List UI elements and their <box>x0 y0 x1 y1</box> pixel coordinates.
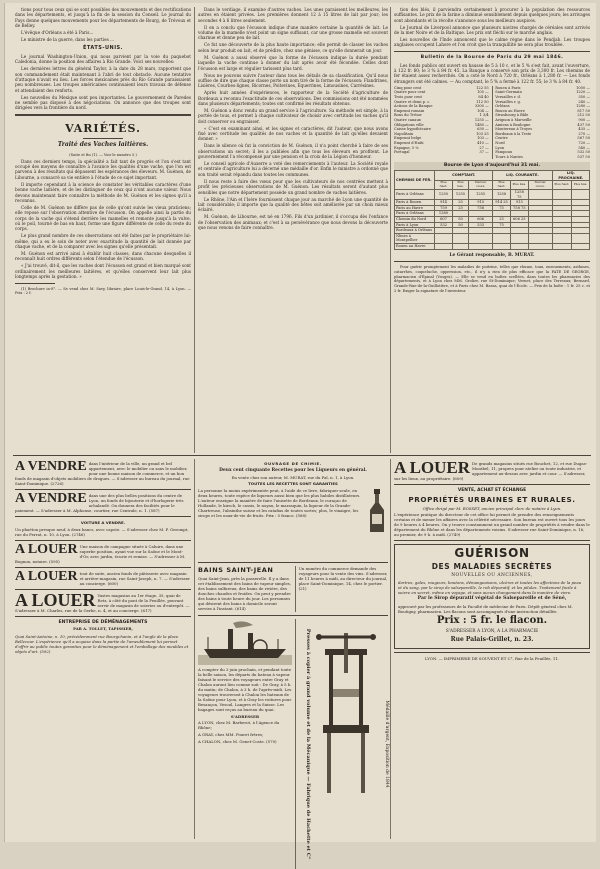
ad-address-title: S'ADRESSER <box>230 713 260 719</box>
quote-label: Cinq pour cent <box>394 85 422 90</box>
pharmacy-notice: Pour guérir promptement les maladies de poitrine, telles que rhume, toux, enrouements, asthmes, catarrhes, coqueluche, oppression, etc., il n'y a rien de plus efficace que la PATE DE GEORGE, pharmacien d'Épinal (Vosges). — Elle se vend en boîtes scellées, dans toutes les pharmacies des départements, et à Lyon chez MM. Grolier, rue St-Dominique; Vernet, place des Terreaux; Bernard, Grande-Rue-de-la-Guillotière, et à Paris chez M. Bassa, quai de l'École. — Prix de la boîte : 1 fr. 25 c. et 2 fr. Exiger la signature de l'inventeur. <box>394 265 590 293</box>
paragraph: Ce fut une découverte de la plus haute importance; elle permit de classer les vaches selon leur produit en lait, et de prédire, chez une génisse, ce qu'elle donnerait un jour. <box>198 42 388 53</box>
table-cell: 1255 <box>469 190 493 200</box>
ad-headline: VOITURE A VENDRE. <box>80 520 126 525</box>
quote-label: Nord <box>495 140 505 145</box>
paragraph: Le ministre de la guerre, dans les parties ... <box>21 37 115 43</box>
quote-label: Rouen à Paris <box>495 85 521 90</box>
ad-address: Rue Palais-Grillet, n. 23. <box>450 636 534 644</box>
divider <box>394 540 590 541</box>
quote-label: Amiens à Boulogne <box>495 122 531 127</box>
table-cell: 25 <box>493 216 511 222</box>
ad-vendre-bijouterie <box>15 493 191 513</box>
ad-text: La personne la moins expérimentée peut, à l'aide de ce livre, fabriquer seule, en deux heures, toute espèce de liqueurs aussi bien que les plus habiles distillateurs. L'auteur enseigne la manière de faire l'anisette de Bordeaux, le curaçao de Hollande, le kirsch, le cassis, le noyau, le marasquin, la liqueur de la Grande-Chartreuse, l'absinthe suisse et les ratafias de toutes sortes; plus, le vinaigre, les sirops et les eaux-de-vie de fruits. Prix : 5 francs. (588) <box>198 488 361 518</box>
paragraph: Dans le verdiage, il examine d'autres vaches. Les unes paraissent les meilleures, les autres en étaient privées. Les premières donnent 12 à 15 litres de lait par jour; les secondes 4 à 6 litres seulement. <box>198 7 388 23</box>
ad-guerison <box>394 544 590 648</box>
section-title-etats-unis: ÉTATS-UNIS. <box>82 45 124 52</box>
divider <box>394 51 590 52</box>
quote-label: Quatre et demi p. c. <box>394 99 431 104</box>
ads-column-3 <box>394 458 590 841</box>
ad-row-bateau-presse <box>198 619 388 869</box>
ad-vertical-text-wrap <box>299 619 311 869</box>
ad-address-title: S'ADRESSER A LYON, A LA PHARMACIE <box>445 629 539 635</box>
ad-headline: A LOUER <box>15 589 96 610</box>
paragraph: M. Guénon est arrivé ainsi à établir huit classes, dans chacune desquelles il reconnaît huit ordres différents selon l'étendue de l'écusson. <box>15 251 191 262</box>
divider <box>83 138 123 139</box>
quote-label: Napolitain <box>394 131 414 136</box>
table-row <box>395 243 590 249</box>
quote-value: 1050 — <box>576 85 590 90</box>
ad-text: Vastes magasins au 1er étage, 35, quai de Retz, à côté du pont de la Feuillée, pouvant servir de magasin de soieries ou d'entrepôt. — S'adresser à M. Charles, rue de la Gerbe, n. 4, et au concierge. (617) <box>15 592 190 613</box>
ad-address: A GRAY, chez MM. Pouret frères; <box>198 731 264 737</box>
quote-value: 122 55 <box>476 85 489 90</box>
ad-vertical-text: Médaille d'argent, Exposition de 1844 <box>383 700 389 788</box>
quote-value: 630 — <box>477 127 489 132</box>
table-subheader: Plus haut. <box>435 181 453 190</box>
ad-subheadline: Deux cent cinquante Recettes pour les Liqueurs en général. <box>219 467 367 473</box>
ad-text: dans l'intérieur de la ville, un grand et bel appartement, avec le mobilier ou sans le mobilier, pour une bonne maison de commerce, et un bon fonds de magasin d'objets mobiliers de drogues. — S'adresser au bureau du journal, rue Saint-Dominique. (2726) <box>15 461 190 486</box>
table-cell: 606 <box>469 216 493 222</box>
divider <box>15 616 191 617</box>
table-cell: 607 <box>435 216 453 222</box>
ad-price: Prix : 5 fr. le flacon. <box>436 615 548 627</box>
table-cell: 759 <box>435 205 453 211</box>
paragraph: Le journal Washington-Union, qui nous parvient par la voie du paquebot Caledonia, donne la position des affaires à Rio Grande. Voici ses nouvelles: <box>15 53 191 65</box>
table-subheader: Plus bas. <box>510 181 528 190</box>
ad-text: Un phaéton presque neuf, à deux bancs, avec capote. — S'adresser chez M. P. Gerompt, rue du Perrat, n. 10, à Lyon. (2746) <box>15 526 189 537</box>
quote-value: 105 — <box>477 90 489 95</box>
table-cell: 758 <box>469 205 493 211</box>
ad-demenagements <box>15 620 191 654</box>
paragraph: Après huit années d'expériences, le rapporteur de la Société d'agriculture de Bordeaux a reconnu l'exactitude de ces observations. Des commissions ont été nommées dans plusieurs départements; toutes ont confirmé les résultats obtenus. <box>198 90 388 106</box>
table-cell: 914 25 <box>493 200 511 206</box>
ad-text: tout de suite, ancien fonds de pâtisserie avec magasin et arrière-magasin, rue Saint-Joseph, n. 7. — S'adresser au concierge. (600) <box>79 570 190 586</box>
steamboat-icon <box>198 619 292 665</box>
table-subheader: Plus haut. <box>552 181 571 190</box>
quote-label: Caisse hypothécaire <box>394 127 431 132</box>
ad-author: En vente chez son auteur, M. MURAT, rue du Pal, n. 1, à Lyon. <box>231 474 355 480</box>
paragraph: Le Rhône, l'Ain et l'Isère fournissent chaque jour au marché de Lyon une quantité de lait considérable; il importe que la qualité des bêtes soit améliorée par un choix mieux éclairé. <box>198 196 388 213</box>
ad-subheadline: NOUVELLES OU ANCIENNES, <box>451 572 533 578</box>
quote-value: 350 — <box>578 94 590 99</box>
newspaper-page <box>4 3 596 860</box>
paragraph: Il en a conclu que l'écusson indique d'une manière certaine la quantité de lait. Le volume de la mamelle n'est point un signe suffisant, car une grosse mamelle est souvent charnue et donne peu de lait. <box>198 24 388 41</box>
table-cell <box>552 243 571 249</box>
table-cell: 1258 <box>493 190 511 200</box>
quote-label: Obligations ville <box>394 122 424 127</box>
divider <box>198 615 388 616</box>
ad-guarantee: TOUTES LES RECETTES SONT GARANTIES <box>248 481 338 487</box>
row-label: Nîmes à Montpellier <box>395 233 435 243</box>
paragraph: Nous ne pouvons suivre l'auteur dans tous les détails de sa classification. Qu'il nous suffise de dire que chaque classe porte un nom tiré de la forme de l'écusson: Flandrines, Lisières, Courbes-lignes, Bicornes, Poitevines, Équerrines, Limousines, Carrésines. <box>198 72 388 89</box>
paragraph: Les nouvelles du Mexique sont peu importantes. Le gouvernement de Paredes ne semble pas disposé à des négociations. On annonce que des troupes sont dirigées vers la frontière du nord. <box>15 94 191 111</box>
quote-value: 104 — <box>477 108 489 113</box>
quote-label: Espagne, 5 % <box>394 145 419 150</box>
table-cell <box>510 243 528 249</box>
divider <box>295 566 296 612</box>
paragraph: Les fonds publics ont ouvert en hausse de 5 à 10 c. et le 5 % s'est fait, avant l'ouverture, à 122 fr. 60; le 3 % à 84 fr. 45. La Banque a conservé son prix de 3,300 fr. Les chemins de fer étaient assez recherchés. On a coté le Nord à 720 fr., Orléans à 1,280 fr. — Les fonds étrangers ont été calmes. — Au comptant, le 5 % a fermé à 122 fr. 55; le 3 % à 84 fr. 40. <box>394 62 590 84</box>
varietes-title: VARIÉTÉS. <box>65 121 141 135</box>
quote-value: 240 — <box>578 99 590 104</box>
table-cell: 25 <box>452 205 468 211</box>
ad-text: Une maison de campagne située à Caluire, dans une superbe position, ayant vue sur la Saône et le Mont-d'Or, avec jardin, écurie et remise. — S'adresser à M. Bognon, notaire. (595) <box>15 543 186 564</box>
paragraph: Le Journal de Liverpool annonce que plusieurs navires chargés de céréales sont arrivés de la mer Noire et de la Baltique. Les prix ont fléchi sur le marché anglais. <box>394 24 590 36</box>
row-label: Paris au Havre <box>395 205 435 211</box>
table-cell: 915 <box>510 200 528 206</box>
paragraph: Il nous reste à faire des vœux pour que les cultivateurs de nos contrées mettent à profit les précieuses observations de M. Guénon. Les résultats seront d'autant plus sensibles que notre département possède un grand nombre de vaches laitières. <box>198 178 388 195</box>
article-title: Traité des Vaches laitières. <box>57 140 149 148</box>
table-cell <box>552 190 571 200</box>
divider <box>295 619 296 869</box>
ad-louer-patisserie <box>15 568 191 586</box>
ad-subheadline: DES MALADIES SECRÈTES <box>431 562 553 571</box>
ad-headline: ENTREPRISE DE DÉMÉNAGEMENTS <box>58 619 148 625</box>
table-cell: 533 <box>469 222 493 228</box>
ad-address: A LYON, chez M. Barberot, à l'Agence du Rhône; <box>198 720 280 731</box>
paragraph: tion des blés, il parviendra certainement à procurer à la population des ressources suffisantes. Le prix de la farine a diminué sensiblement depuis quelques jours; les arrivages sont abondants et la récolte s'annonce sous les meilleurs auspices. <box>394 7 590 23</box>
quote-value: 27 — <box>479 145 489 150</box>
table-subheader: Dernier cours. <box>469 181 493 190</box>
quote-label: Saint-Germain <box>495 90 522 95</box>
ad-text: dans une des plus belles positions du centre de Lyon, un fonds de bijouterie et d'horlogerie très achalandé. On donnera des facilités pour le paiement. — S'adresser à M. Alphonse, courtier, rue Centrale, n. 1. (587) <box>15 493 184 513</box>
table-subheader: Plus haut. <box>493 181 511 190</box>
quote-value: 410 — <box>477 140 489 145</box>
ad-vendre-appartement <box>15 461 191 486</box>
row-label: Paris à Rouen <box>395 200 435 206</box>
ad-subheadline: Office dirigé par M. ROSSET, ancien principal clerc de notaire à Lyon. <box>422 505 562 511</box>
table-subheader: Plus bas. <box>452 181 468 190</box>
quote-label: Tours à Nantes <box>495 154 523 159</box>
table-cell <box>572 233 590 243</box>
ad-headline: VENTE, ACHAT ET ÉCHANGE <box>457 488 527 493</box>
quote-label: Quatre pour cent <box>394 90 426 95</box>
bourse-paris-quotes <box>394 86 590 160</box>
bourse-lyon-table <box>394 170 590 249</box>
ads-column-1 <box>15 461 191 841</box>
table-cell <box>510 233 528 243</box>
ad-text: approuvé par les professeurs de la Faculté de médecine de Paris. Dépôt général chez M. Boutigny, pharmacien. Les flacons sont accompagnés d'une instruction détaillée. <box>398 603 573 614</box>
table-header: LIQ. COURANTE. <box>493 171 553 181</box>
table-cell: 50 <box>452 216 468 222</box>
table-cell <box>452 243 468 249</box>
ad-ouvrage-chimie <box>198 461 388 559</box>
quote-list-right <box>495 86 590 160</box>
ad-text: Quai Saint-Jean, près la passerelle. Il y a dans cet établissement des bains de vapeur simples, des bains sulfureux, des bains de rivière, des douches chaudes et froides. On peut y prendre des bains à toute heure du jour. Les personnes qui désirent des bains à domicile seront servies à l'instant. (614) <box>198 575 292 611</box>
paragraph: Dans le silence où fut la conviction de M. Guénon, il n'a point cherché à faire de ses observations un secret; il les a publiées afin que tous les éleveurs en profitent. Le gouvernement l'a récompensé par une pension et la croix de la Légion d'honneur. <box>198 143 388 160</box>
table-cell: 532 <box>435 222 453 228</box>
ad-subheadline: PAR A. TOLLET, TAPISSIER, <box>73 626 133 632</box>
quote-list-left <box>394 86 489 160</box>
ad-text: A compter du 3 juin prochain, et pendant toute la belle saison, les départs du bateau à vapeur faisant le service des voyageurs entre Gray et Chalon auront lieu comme suit : De Gray, à 5 h. du matin; de Chalon, à 3 h. de l'après-midi. Les voyageurs trouveront à Chalon les bateaux de la Saône pour Lyon, et à Gray les voitures pour Besançon, Vesoul, Langres et la Suisse. Les bagages sont reçus au bureau du quai. <box>198 667 292 713</box>
quote-label: Rouen au Havre <box>495 108 525 113</box>
quote-row <box>495 155 590 160</box>
ad-text: dartres, gales, rougeurs, boutons, démangeaisons, ulcères et toutes les affections de la peau et du sang, par le sirop de salsepareille, le rob dépuratif, et les pilules. Traitement facile à suivre en secret, même en voyage, et sans aucun changement dans la manière de vivre. <box>398 579 582 595</box>
ad-headline: GUÉRISON <box>454 546 530 561</box>
divider <box>15 114 191 116</box>
paragraph: M. Guénon a donc rendu un grand service à l'agriculture. Sa méthode est simple, à la portée de tous, et permet à chaque cultivateur de choisir avec certitude les vaches qu'il doit conserver ou engraisser. <box>198 107 388 124</box>
quote-value: 84 40 <box>478 94 489 99</box>
ad-text: L'expérience pratique du directeur de cet office lui permet de prendre des renseignements certains et de mener les affaires avec la célérité nécessaire. Son bureau est ouvert tous les jours de 9 heures à 4 heures. On y trouve constamment un grand nombre de propriétés à vendre dans le département du Rhône et dans les départements voisins. S'adresser rue Saint-Dominique, n. 16, au premier, de 9 h. à midi. (2749) <box>394 512 590 538</box>
column-divider <box>390 7 391 453</box>
quote-value: 567 50 <box>577 136 590 141</box>
divider <box>394 652 590 653</box>
quote-value: 103 — <box>477 136 489 141</box>
table-subheader: Dernier cours. <box>528 181 552 190</box>
table-cell: 75 <box>493 222 511 228</box>
quote-value: 532 50 <box>577 150 590 155</box>
ad-bains-saint-jean <box>198 566 292 612</box>
ad-louer-magasins <box>15 589 191 613</box>
paragraph: Le conseil agricole d'Auxerre a voté des remerciements à l'auteur. La Société royale et centrale d'agriculture lui a décerné une médaille d'or. Enfin le ministre a ordonné que son traité serait répandu dans toutes les communes. <box>198 161 388 177</box>
paragraph: L'évêque d'Orléans a été à Paris... <box>21 30 94 36</box>
table-cell: 25 <box>452 200 468 206</box>
table-cell: 1258 75 <box>510 190 528 200</box>
paragraph: Celle de M. Guénon ne diffère pas de celle qu'ont suivie les vieux praticiens; elle repose sur l'observation attentive de l'écusson. On appelle ainsi la partie du corps de la vache qui s'étend derrière les mamelles et remonte jusqu'à la vulve, où le poil, tourné de bas en haut, forme une figure différente de celle du reste du corps. <box>15 204 191 232</box>
printer-imprint: LYON. — IMPRIMERIE DE SOUVENT ET C°, Rue de la Feuillée, 11. <box>424 655 560 661</box>
ad-louer-bouchet <box>394 458 590 481</box>
ad-cause: Par le Sirop dépuratif végétal de Salsepareille et de Séné, <box>417 596 567 602</box>
table-cell: 914 <box>435 200 453 206</box>
row-label: Paris à Orléans <box>395 190 435 200</box>
table-cell <box>493 243 511 249</box>
footnote: (1) Brochure in-8°. — Se vend chez M. Savy, libraire, place Louis-le-Grand, 14, à Lyon. — Prix : 2 f. <box>15 286 191 296</box>
table-cell <box>435 233 453 243</box>
column-divider <box>194 7 195 453</box>
paragraph: tions pour tous ceux qui se sont possibles des mouvements et des rectifications dans les départements, et jusqu'à la fin de la session du Conseil. Le journal du Pays donne quelques mouvements pour les départements de Bourg, de Trévoux et de Belley. <box>15 7 191 29</box>
table-cell <box>452 233 468 243</box>
table-cell <box>572 243 590 249</box>
divider <box>394 261 590 262</box>
quote-label: Quatre canaux <box>394 117 421 122</box>
table-row <box>395 233 590 243</box>
quote-label: Actions de la Banque <box>394 104 433 109</box>
row-label: Paris à Orléans <box>395 211 435 217</box>
table-cell: 915 <box>469 200 493 206</box>
ad-proprietes <box>394 488 590 537</box>
quote-label: Bons du Trésor <box>394 113 422 118</box>
row-label: Paris à Lyon <box>395 222 435 228</box>
quote-label: Versailles r. d. <box>495 94 522 99</box>
quote-label: Portugal <box>394 150 410 155</box>
quote-value: 900 — <box>578 117 590 122</box>
quote-label: Emprunt belge <box>394 136 422 141</box>
table-cell: 1250 <box>435 190 453 200</box>
table-cell <box>469 233 493 243</box>
table-cell <box>572 190 590 200</box>
quote-label: Trois pour cent <box>394 94 422 99</box>
ad-address: A CHALON, chez M. Genet-Coste. (570) <box>198 738 277 744</box>
quote-value: 1220 — <box>576 90 590 95</box>
quote-label: Versailles r. g. <box>495 99 522 104</box>
ad-text: Quai Saint-Antoine, n. 10, précédemment rue Bourgchanin, et à l'angle de la place Bellecour. L'expérience qu'il a acquise dans la partie de l'ameublement lui permet d'offrir au public toutes garanties pour le déménagement et l'emballage des meubles et objets d'art. (592) <box>15 633 189 654</box>
divider <box>15 489 191 490</box>
ad-headline: A VENDRE <box>15 491 87 506</box>
table-cell: 606 25 <box>510 216 528 222</box>
paragraph: M. Guénon, de Libourne, est né en 1796. Fils d'un jardinier, il s'occupa dès l'enfance de l'observation des animaux; et c'est à sa persévérance que nous devons la découverte que nous venons de faire connaître. <box>198 214 388 230</box>
row-label: Rouen au Havre <box>395 243 435 249</box>
quote-value: 103 25 <box>476 131 489 136</box>
quote-label: Emprunt d'Haïti <box>394 140 424 145</box>
article-note: (Suite et fin (1). — Voir le numéro 5.) <box>69 152 137 157</box>
table-cell: 1280 <box>435 211 453 217</box>
ad-headline: A LOUER <box>15 541 78 557</box>
quote-value: 3300 — <box>474 104 489 109</box>
gerant-signature: Le Gérant responsable, B. MURAT. <box>449 252 535 258</box>
ad-text: Un numéro du commerce demande des voyageurs pour la vente des vins. S'adresser, de 11 heures à midi, au directeur du journal, place Saint-Dominique, 14, chez le portier. (21) <box>298 566 388 591</box>
quote-value: 817 50 <box>577 108 590 113</box>
table-header: CHEMINS DE FER. <box>395 171 435 190</box>
copy-press-icon <box>315 629 377 829</box>
paragraph: « J'ai trouvé, dit-il, que les vaches dont l'écusson est grand et bien marqué sont ordinairement les meilleures laitières, et qu'elles conservent leur lait plus longtemps après la gestation. » <box>15 263 191 280</box>
divider <box>15 540 191 541</box>
paragraph: Dans ces derniers temps, la spécialité a fait tant de progrès et l'on s'est tant occupé des moyens de connaître à l'avance les qualités d'une vache, que l'on est parvenu à des résultats qui dépassent les espérances des éleveurs. M. Guénon, de Libourne, a consacré sa vie entière à l'étude de ce sujet important. <box>15 158 191 180</box>
quote-label: Avignon à Marseille <box>495 117 532 122</box>
table-cell <box>528 190 552 200</box>
quote-value: 1255 — <box>474 117 489 122</box>
paragraph: Les dernières lettres du général Taylor, à la date du 28 mars, rapportent que son commandement était maintenant à l'abri de tout obstacle. Aucune tentative d'attaque n'avait eu lieu. Les forces mexicaines près du Rio Grande paraissaient peu nombreuses. Les troupes américaines continuaient leurs travaux de défense et attendaient des renforts. <box>15 66 191 93</box>
quote-value: 1 3/4 <box>479 113 489 118</box>
divider <box>394 484 590 485</box>
paragraph: M. Guénon a aussi observé que la forme de l'écusson indique la durée pendant laquelle la vache continue à donner du lait après avoir été fécondée. Celles dont l'écusson est large et régulier tarissent plus tard. <box>198 54 388 71</box>
quote-label: Montereau à Troyes <box>495 127 533 132</box>
divider <box>198 562 388 563</box>
quote-label: Lyon <box>495 145 505 150</box>
bourse-lyon-title: Bourse de Lyon d'aujourd'hui 31 mai. <box>394 162 590 170</box>
quote-value: 112 50 <box>476 99 489 104</box>
ad-vertical-text: Presses à copier à grand volume et de la Mécanique — Fabrique de Hachette et C° <box>304 628 311 860</box>
table-cell <box>552 233 571 243</box>
column-2 <box>198 7 388 453</box>
quote-value: 435 — <box>578 127 590 132</box>
row-label: Chemin du Nord <box>395 216 435 222</box>
ad-voyageurs <box>299 566 388 612</box>
column-divider <box>390 459 391 839</box>
paragraph: Les nouvelles de l'Inde annoncent que le calme règne dans le Pendjab. Les troupes anglaises occupent Lahore et l'on croit que la tranquillité ne sera plus troublée. <box>394 37 590 48</box>
ad-headline: A LOUER <box>15 568 78 584</box>
table-cell <box>469 243 493 249</box>
ads-column-2 <box>198 461 389 860</box>
ad-text: De grands magasins situés rue Bouchet, 12, et rue Dugas-Montbel, 11, propres pour atelier ou toute industrie, et appartement au-dessus avec jardin et cour. — S'adresser, sur les lieux, au propriétaire. (609) <box>394 461 588 481</box>
table-header: COMPTANT. <box>435 171 493 181</box>
table-cell: 50 <box>452 222 468 228</box>
column-3 <box>394 7 590 453</box>
divider <box>15 283 55 284</box>
table-cell: 758 75 <box>510 205 528 211</box>
quote-label: Fampoux <box>495 150 512 155</box>
ad-headline: A LOUER <box>394 458 471 477</box>
divider <box>15 516 191 517</box>
quote-value: 1280 — <box>576 104 590 109</box>
ad-row-bains-journal <box>198 566 388 612</box>
column-1 <box>15 7 191 453</box>
quote-label: Orléans <box>495 104 510 109</box>
ad-presse-copier <box>299 619 388 869</box>
table-subheader: Plus bas. <box>572 181 590 190</box>
bottle-icon <box>366 488 388 534</box>
table-cell <box>528 233 552 243</box>
ad-louer-campagne <box>15 541 191 564</box>
quote-value: 1480 — <box>474 122 489 127</box>
paragraph: Le plus grand nombre de ces observations ont été faites par le propriétaire lui-même, qui a eu le soin de noter avec exactitude la quantité de lait donnée par chaque vache, et de la comparer avec les signes qu'elle présentait. <box>15 233 191 250</box>
table-cell: 75 <box>493 205 511 211</box>
ad-voiture <box>15 520 191 537</box>
quote-label: Centre <box>495 136 508 141</box>
quote-row <box>394 150 489 155</box>
ad-headline: OUVRAGE DE CHIMIE. <box>264 461 322 466</box>
table-cell: 1255 <box>452 190 468 200</box>
table-row <box>395 190 590 200</box>
ad-vertical-text-wrap <box>379 619 389 869</box>
quote-value: 437 50 <box>577 122 590 127</box>
paragraph: Il importe cependant à la science de constater les véritables caractères d'une bonne vache laitière, et de les distinguer de ceux qui n'ont aucune valeur. Nous devons maintenant faire connaître la méthode de M. Guénon et les signes qu'il a reconnus. <box>15 181 191 203</box>
ads-separator <box>13 455 591 456</box>
ad-bateau-vapeur <box>198 619 292 869</box>
quote-value: 540 — <box>578 145 590 150</box>
quote-label: Bordeaux à la Teste <box>495 131 532 136</box>
table-header: LIQ. PROCHAINE. <box>552 171 589 181</box>
ad-headline: BAINS SAINT-JEAN <box>198 566 274 574</box>
quote-value: 270 — <box>578 131 590 136</box>
divider <box>15 567 191 568</box>
divider <box>492 86 493 160</box>
table-body <box>395 190 590 250</box>
table-cell <box>435 243 453 249</box>
ad-headline: A VENDRE <box>15 459 87 474</box>
ad-big-headline: PROPRIÉTÉS URBAINES ET RURALES. <box>408 495 576 505</box>
bourse-paris-title: Bulletin de la Bourse de Paris du 29 mai 1846. <box>420 54 564 60</box>
table-cell <box>528 243 552 249</box>
quote-label: Strasbourg à Bâle <box>495 113 529 118</box>
quote-value: 37 — <box>479 150 489 155</box>
quote-value: 720 — <box>578 140 590 145</box>
quote-label: Emprunt romain <box>394 108 425 113</box>
table-cell <box>493 233 511 243</box>
row-label: Bordeaux à Orléans <box>395 228 435 234</box>
quote-value: 212 50 <box>577 113 590 118</box>
paragraph: « C'est en examinant ainsi, et les signes et caractères, dit l'auteur, que nous avons fixé avec certitude les qualités de nos vaches et la quantité de lait qu'elles devaient donner. » <box>198 125 388 142</box>
quote-value: 537 50 <box>577 154 590 159</box>
column-divider <box>194 459 195 839</box>
